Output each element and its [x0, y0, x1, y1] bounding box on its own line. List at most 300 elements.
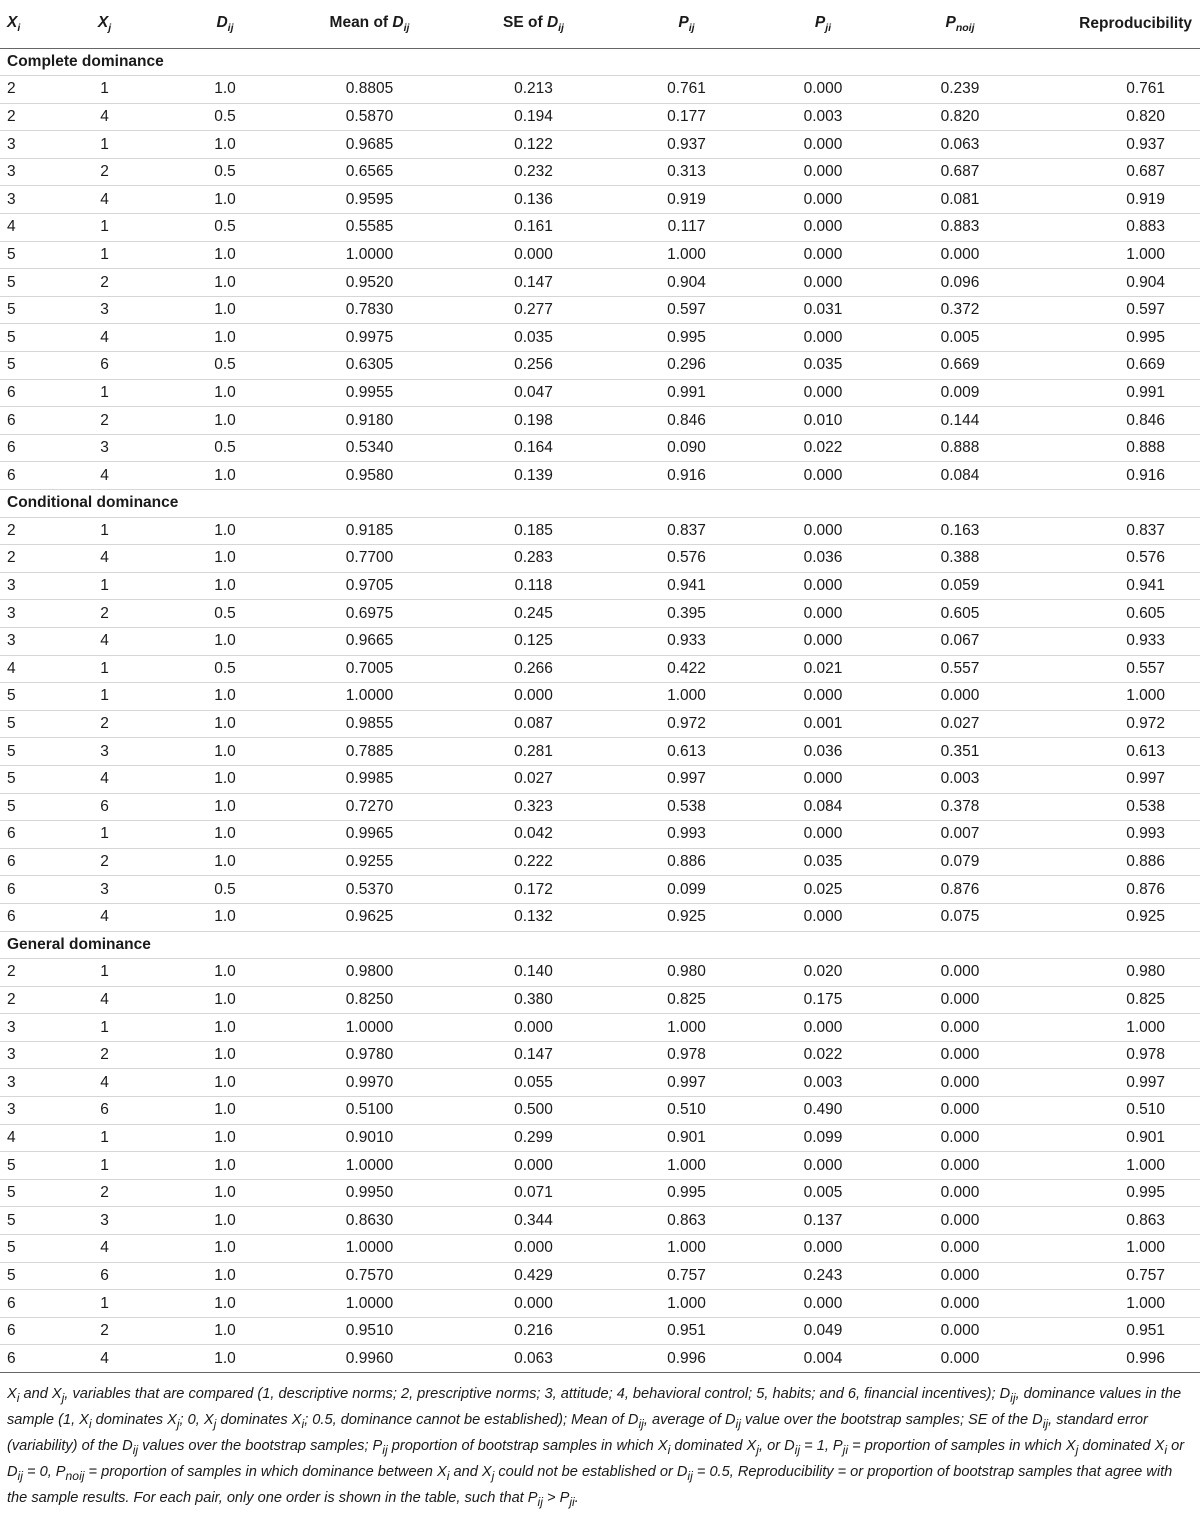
table-cell: 0.194 — [451, 103, 616, 131]
table-cell: 2 — [47, 1179, 162, 1207]
section-header — [0, 48, 1200, 76]
table-cell: 3 — [47, 1207, 162, 1235]
table-cell: 0.6305 — [288, 352, 451, 380]
table-cell: 0.6975 — [288, 600, 451, 628]
table-cell: 0.597 — [1031, 296, 1200, 324]
table-cell: 5 — [0, 1179, 47, 1207]
table-cell: 1.0000 — [288, 683, 451, 711]
table-cell: 0.010 — [757, 407, 889, 435]
table-cell: 0.122 — [451, 131, 616, 159]
table-cell: 0.5 — [162, 158, 288, 186]
table-cell: 6 — [47, 793, 162, 821]
table-cell: 1.0 — [162, 710, 288, 738]
table-cell: 0.161 — [451, 214, 616, 242]
table-cell: 0.9185 — [288, 517, 451, 545]
table-cell: 1.0 — [162, 738, 288, 766]
table-cell: 5 — [0, 269, 47, 297]
table-cell: 0.000 — [757, 683, 889, 711]
table-cell: 0.031 — [757, 296, 889, 324]
table-cell: 0.372 — [889, 296, 1031, 324]
table-cell: 0.022 — [757, 1041, 889, 1069]
table-cell: 1.0 — [162, 76, 288, 104]
table-row — [0, 1290, 1200, 1318]
table-cell: 0.996 — [616, 1345, 757, 1373]
table-cell: 0.000 — [451, 241, 616, 269]
table-row — [0, 158, 1200, 186]
table-cell: 0.888 — [1031, 434, 1200, 462]
table-cell: 0.991 — [1031, 379, 1200, 407]
table-cell: 0.978 — [1031, 1041, 1200, 1069]
table-cell: 5 — [0, 683, 47, 711]
table-cell: 0.067 — [889, 627, 1031, 655]
table-cell: 0.004 — [757, 1345, 889, 1373]
table-cell: 0.7885 — [288, 738, 451, 766]
table-cell: 4 — [0, 655, 47, 683]
table-cell: 0.042 — [451, 821, 616, 849]
table-cell: 0.090 — [616, 434, 757, 462]
table-cell: 0.904 — [616, 269, 757, 297]
table-cell: 0.863 — [1031, 1207, 1200, 1235]
table-cell: 1.0 — [162, 1290, 288, 1318]
table-cell: 0.256 — [451, 352, 616, 380]
table-cell: 0.422 — [616, 655, 757, 683]
table-cell: 1.0 — [162, 269, 288, 297]
table-cell: 0.490 — [757, 1097, 889, 1125]
table-cell: 0.8805 — [288, 76, 451, 104]
table-cell: 0.000 — [451, 1290, 616, 1318]
table-cell: 1.0 — [162, 186, 288, 214]
table-cell: 1.0 — [162, 1152, 288, 1180]
table-cell: 0.147 — [451, 269, 616, 297]
table-cell: 0.096 — [889, 269, 1031, 297]
table-row — [0, 545, 1200, 573]
table-cell: 5 — [0, 793, 47, 821]
table-cell: 0.000 — [889, 1262, 1031, 1290]
section-title: Complete dominance — [0, 48, 1200, 76]
col-header-se-dij: SE of $D_{ij}$ — [451, 0, 616, 48]
table-cell: 0.576 — [1031, 545, 1200, 573]
table-cell: 1.0000 — [288, 1152, 451, 1180]
table-cell: 6 — [0, 1290, 47, 1318]
table-cell: 2 — [47, 1041, 162, 1069]
table-cell: 1 — [47, 655, 162, 683]
table-cell: 0.9255 — [288, 848, 451, 876]
table-cell: 1 — [47, 683, 162, 711]
table-cell: 1.0 — [162, 379, 288, 407]
table-cell: 1.0000 — [288, 241, 451, 269]
table-cell: 0.995 — [1031, 324, 1200, 352]
table-cell: 1 — [47, 1290, 162, 1318]
table-cell: 0.299 — [451, 1124, 616, 1152]
table-row — [0, 1235, 1200, 1263]
table-cell: 0.9625 — [288, 903, 451, 931]
table-cell: 0.5100 — [288, 1097, 451, 1125]
table-cell: 4 — [47, 462, 162, 490]
table-cell: 0.995 — [616, 1179, 757, 1207]
table-cell: 1.0 — [162, 1097, 288, 1125]
table-row — [0, 1069, 1200, 1097]
col-header-reproducibility: Reproducibility — [1031, 0, 1200, 48]
table-cell: 0.933 — [1031, 627, 1200, 655]
col-header-xj: $X_j$ — [47, 0, 162, 48]
table-cell: 0.825 — [1031, 986, 1200, 1014]
table-cell: 6 — [0, 1345, 47, 1373]
table-cell: 0.000 — [757, 1290, 889, 1318]
table-row — [0, 1317, 1200, 1345]
table-cell: 0.997 — [616, 1069, 757, 1097]
table-cell: 0.099 — [616, 876, 757, 904]
table-cell: 0.5 — [162, 600, 288, 628]
table-row — [0, 1097, 1200, 1125]
table-cell: 0.5 — [162, 655, 288, 683]
table-cell: 0.901 — [1031, 1124, 1200, 1152]
table-cell: 1.0 — [162, 296, 288, 324]
table-cell: 0.7270 — [288, 793, 451, 821]
table-cell: 0.118 — [451, 572, 616, 600]
table-cell: 1 — [47, 379, 162, 407]
table-cell: 3 — [47, 876, 162, 904]
table-cell: 0.993 — [1031, 821, 1200, 849]
table-cell: 0.997 — [616, 765, 757, 793]
table-cell: 0.9180 — [288, 407, 451, 435]
table-cell: 0.000 — [889, 1317, 1031, 1345]
col-header-pij: $P_{ij}$ — [616, 0, 757, 48]
table-cell: 0.937 — [1031, 131, 1200, 159]
table-row — [0, 131, 1200, 159]
table-cell: 0.000 — [889, 1207, 1031, 1235]
table-cell: 0.5 — [162, 876, 288, 904]
table-cell: 0.757 — [1031, 1262, 1200, 1290]
table-cell: 5 — [0, 1152, 47, 1180]
table-cell: 1.000 — [616, 1290, 757, 1318]
table-cell: 6 — [0, 462, 47, 490]
table-cell: 0.5585 — [288, 214, 451, 242]
table-row — [0, 407, 1200, 435]
table-row — [0, 683, 1200, 711]
table-row — [0, 1262, 1200, 1290]
table-cell: 0.9595 — [288, 186, 451, 214]
table-cell: 0.313 — [616, 158, 757, 186]
table-cell: 1 — [47, 1014, 162, 1042]
table-cell: 0.000 — [757, 214, 889, 242]
table-cell: 0.000 — [889, 1179, 1031, 1207]
table-cell: 0.933 — [616, 627, 757, 655]
table-cell: 0.063 — [451, 1345, 616, 1373]
table-cell: 0.557 — [1031, 655, 1200, 683]
table-cell: 0.7700 — [288, 545, 451, 573]
table-cell: 1.0 — [162, 131, 288, 159]
table-cell: 4 — [47, 1069, 162, 1097]
table-cell: 1.000 — [1031, 1290, 1200, 1318]
table-cell: 1.0 — [162, 572, 288, 600]
table-cell: 1.000 — [1031, 683, 1200, 711]
table-cell: 0.429 — [451, 1262, 616, 1290]
table-cell: 0.222 — [451, 848, 616, 876]
table-row — [0, 241, 1200, 269]
section-title: Conditional dominance — [0, 490, 1200, 518]
table-row — [0, 655, 1200, 683]
table-cell: 1.0 — [162, 545, 288, 573]
table-cell: 0.993 — [616, 821, 757, 849]
table-row — [0, 352, 1200, 380]
table-cell: 0.5 — [162, 352, 288, 380]
table-cell: 0.9975 — [288, 324, 451, 352]
table-cell: 0.886 — [1031, 848, 1200, 876]
table-cell: 0.087 — [451, 710, 616, 738]
table-cell: 0.9960 — [288, 1345, 451, 1373]
table-row — [0, 324, 1200, 352]
table-cell: 0.136 — [451, 186, 616, 214]
table-cell: 0.9855 — [288, 710, 451, 738]
table-cell: 0.000 — [451, 1235, 616, 1263]
table-cell: 0.003 — [889, 765, 1031, 793]
table-cell: 0.177 — [616, 103, 757, 131]
table-cell: 0.000 — [889, 1124, 1031, 1152]
table-cell: 1.0 — [162, 1069, 288, 1097]
table-cell: 0.027 — [889, 710, 1031, 738]
table-cell: 1.000 — [616, 1152, 757, 1180]
table-cell: 0.035 — [757, 848, 889, 876]
table-row — [0, 76, 1200, 104]
table-cell: 1.0 — [162, 407, 288, 435]
table-cell: 3 — [47, 296, 162, 324]
table-cell: 0.000 — [757, 241, 889, 269]
table-cell: 0.281 — [451, 738, 616, 766]
table-cell: 0.916 — [1031, 462, 1200, 490]
table-cell: 0.7830 — [288, 296, 451, 324]
table-cell: 0.007 — [889, 821, 1031, 849]
table-cell: 0.941 — [1031, 572, 1200, 600]
table-cell: 0.003 — [757, 1069, 889, 1097]
table-cell: 0.972 — [1031, 710, 1200, 738]
table-row — [0, 710, 1200, 738]
table-cell: 0.538 — [616, 793, 757, 821]
table-cell: 0.049 — [757, 1317, 889, 1345]
table-cell: 3 — [0, 1041, 47, 1069]
table-cell: 0.003 — [757, 103, 889, 131]
table-cell: 2 — [0, 76, 47, 104]
table-cell: 0.576 — [616, 545, 757, 573]
table-cell: 0.613 — [1031, 738, 1200, 766]
table-cell: 1.0 — [162, 324, 288, 352]
table-cell: 2 — [47, 1317, 162, 1345]
table-cell: 0.036 — [757, 545, 889, 573]
table-cell: 5 — [0, 296, 47, 324]
table-cell: 0.669 — [1031, 352, 1200, 380]
table-cell: 0.022 — [757, 434, 889, 462]
table-cell: 1.000 — [616, 1014, 757, 1042]
table-cell: 0.000 — [889, 683, 1031, 711]
table-cell: 1 — [47, 572, 162, 600]
col-header-pji: $P_{ji}$ — [757, 0, 889, 48]
table-cell: 0.172 — [451, 876, 616, 904]
table-cell: 1.0 — [162, 1207, 288, 1235]
table-cell: 6 — [0, 876, 47, 904]
table-cell: 2 — [47, 710, 162, 738]
table-cell: 0.035 — [451, 324, 616, 352]
table-cell: 1.0 — [162, 627, 288, 655]
table-cell: 0.009 — [889, 379, 1031, 407]
table-cell: 3 — [47, 738, 162, 766]
table-cell: 0.000 — [889, 1069, 1031, 1097]
table-cell: 0.144 — [889, 407, 1031, 435]
table-cell: 0.351 — [889, 738, 1031, 766]
table-cell: 0.6565 — [288, 158, 451, 186]
table-cell: 2 — [0, 517, 47, 545]
table-cell: 0.055 — [451, 1069, 616, 1097]
table-cell: 3 — [0, 572, 47, 600]
col-header-dij: $D_{ij}$ — [162, 0, 288, 48]
table-row — [0, 296, 1200, 324]
table-cell: 0.388 — [889, 545, 1031, 573]
table-cell: 0.277 — [451, 296, 616, 324]
table-cell: 3 — [0, 627, 47, 655]
table-cell: 0.5 — [162, 214, 288, 242]
table-cell: 0.000 — [757, 186, 889, 214]
col-header-mean-dij: Mean of $D_{ij}$ — [288, 0, 451, 48]
table-row — [0, 903, 1200, 931]
table-cell: 0.846 — [1031, 407, 1200, 435]
table-cell: 0.9800 — [288, 959, 451, 987]
table-cell: 0.245 — [451, 600, 616, 628]
table-cell: 0.997 — [1031, 765, 1200, 793]
table-cell: 0.395 — [616, 600, 757, 628]
table-cell: 0.164 — [451, 434, 616, 462]
section-title: General dominance — [0, 931, 1200, 959]
table-row — [0, 793, 1200, 821]
table-cell: 4 — [47, 103, 162, 131]
table-cell: 1 — [47, 1124, 162, 1152]
table-cell: 0.997 — [1031, 1069, 1200, 1097]
table-cell: 1 — [47, 1152, 162, 1180]
table-cell: 0.081 — [889, 186, 1031, 214]
table-cell: 0.380 — [451, 986, 616, 1014]
table-cell: 0.000 — [757, 765, 889, 793]
table-cell: 0.9950 — [288, 1179, 451, 1207]
table-cell: 5 — [0, 1207, 47, 1235]
table-cell: 0.9520 — [288, 269, 451, 297]
table-cell: 1.0 — [162, 986, 288, 1014]
table-footnote: $X_i$ and $X_j$, variables that are compared (1, descriptive norms; 2, prescriptive norms; 3, attitude; 4, behavioral control; 5, habits; and 6, financial incentives); $D_{ij}$, dominance values in the sample (1, $X_i$ dominates $X_j$; 0, $X_j$ dominates $X_i$; 0.5, dominance cannot be established); Mean of $D_{ij}$, average of $D_{ij}$ value over the bootstrap samples; SE of the $D_{ij}$, standard error (variability) of the $D_{ij}$ values over the bootstrap samples; $P_{ij}$ proportion of bootstrap samples in which $X_i$ dominated $X_j$, or $D_{ij} = 1$, $P_{ji}$ = proportion of samples in which $X_j$ dominated $X_i$ or $D_{ij} = 0$, $P_{noij}$ = proportion of samples in which dominance between $X_i$ and $X_j$ could not be established or $D_{ij} = 0.5$, Reproducibility = or proportion of bootstrap samples that agree with the sample results. For each pair, only one order is shown in the table, such that $P_{ij} > P_{ji}$. — [7, 1386, 1185, 1510]
table-cell: 0.005 — [889, 324, 1031, 352]
table-cell: 1.000 — [616, 241, 757, 269]
table-cell: 4 — [47, 545, 162, 573]
table-cell: 0.597 — [616, 296, 757, 324]
table-row — [0, 379, 1200, 407]
table-cell: 0.000 — [757, 462, 889, 490]
table-cell: 2 — [47, 158, 162, 186]
table-cell: 0.925 — [616, 903, 757, 931]
table-cell: 0.266 — [451, 655, 616, 683]
table-cell: 0.000 — [757, 1014, 889, 1042]
table-cell: 4 — [0, 1124, 47, 1152]
table-cell: 1.0 — [162, 1014, 288, 1042]
table-cell: 0.7570 — [288, 1262, 451, 1290]
table-cell: 1.0 — [162, 1179, 288, 1207]
table-cell: 0.000 — [889, 1041, 1031, 1069]
table-cell: 0.099 — [757, 1124, 889, 1152]
table-row — [0, 186, 1200, 214]
table-cell: 0.000 — [757, 158, 889, 186]
table-cell: 0.9705 — [288, 572, 451, 600]
table-cell: 0.000 — [757, 903, 889, 931]
table-cell: 0.9780 — [288, 1041, 451, 1069]
table-cell: 0.876 — [1031, 876, 1200, 904]
table-cell: 0.344 — [451, 1207, 616, 1235]
table-cell: 6 — [0, 1317, 47, 1345]
table-cell: 6 — [0, 903, 47, 931]
table-cell: 1.0000 — [288, 1290, 451, 1318]
table-cell: 0.000 — [757, 517, 889, 545]
table-cell: 0.904 — [1031, 269, 1200, 297]
table-row — [0, 572, 1200, 600]
table-cell: 0.757 — [616, 1262, 757, 1290]
table-cell: 0.137 — [757, 1207, 889, 1235]
table-cell: 0.687 — [889, 158, 1031, 186]
table-cell: 0.147 — [451, 1041, 616, 1069]
table-cell: 0.9970 — [288, 1069, 451, 1097]
table-row — [0, 1124, 1200, 1152]
table-cell: 0.837 — [1031, 517, 1200, 545]
table-cell: 0.951 — [1031, 1317, 1200, 1345]
table-cell: 0.510 — [1031, 1097, 1200, 1125]
table-cell: 0.820 — [889, 103, 1031, 131]
table-cell: 0.000 — [889, 1152, 1031, 1180]
table-cell: 0.035 — [757, 352, 889, 380]
table-cell: 0.027 — [451, 765, 616, 793]
table-cell: 5 — [0, 765, 47, 793]
table-cell: 0.5370 — [288, 876, 451, 904]
table-cell: 0.888 — [889, 434, 1031, 462]
table-row — [0, 214, 1200, 242]
table-cell: 0.9955 — [288, 379, 451, 407]
table-cell: 0.000 — [889, 986, 1031, 1014]
table-cell: 5 — [0, 241, 47, 269]
table-cell: 0.7005 — [288, 655, 451, 683]
table-cell: 0.000 — [757, 600, 889, 628]
table-cell: 1.000 — [616, 683, 757, 711]
table-cell: 2 — [47, 848, 162, 876]
table-cell: 0.000 — [757, 324, 889, 352]
table-cell: 0.9010 — [288, 1124, 451, 1152]
table-cell: 0.000 — [757, 627, 889, 655]
table-cell: 0.980 — [1031, 959, 1200, 987]
table-cell: 3 — [0, 131, 47, 159]
table-cell: 3 — [0, 600, 47, 628]
table-cell: 0.000 — [451, 1014, 616, 1042]
table-cell: 0.991 — [616, 379, 757, 407]
table-cell: 2 — [0, 545, 47, 573]
table-cell: 5 — [0, 738, 47, 766]
table-cell: 1.0 — [162, 517, 288, 545]
table-cell: 0.916 — [616, 462, 757, 490]
table-cell: 0.9685 — [288, 131, 451, 159]
table-cell: 0.919 — [1031, 186, 1200, 214]
table-cell: 5 — [0, 1262, 47, 1290]
table-cell: 3 — [0, 1097, 47, 1125]
table-cell: 2 — [0, 986, 47, 1014]
table-cell: 0.978 — [616, 1041, 757, 1069]
table-cell: 0.8250 — [288, 986, 451, 1014]
table-cell: 4 — [47, 627, 162, 655]
table-cell: 1.0 — [162, 848, 288, 876]
table-cell: 6 — [0, 379, 47, 407]
table-cell: 4 — [47, 1345, 162, 1373]
table-row — [0, 959, 1200, 987]
table-cell: 5 — [0, 710, 47, 738]
table-row — [0, 986, 1200, 1014]
table-cell: 0.000 — [889, 241, 1031, 269]
